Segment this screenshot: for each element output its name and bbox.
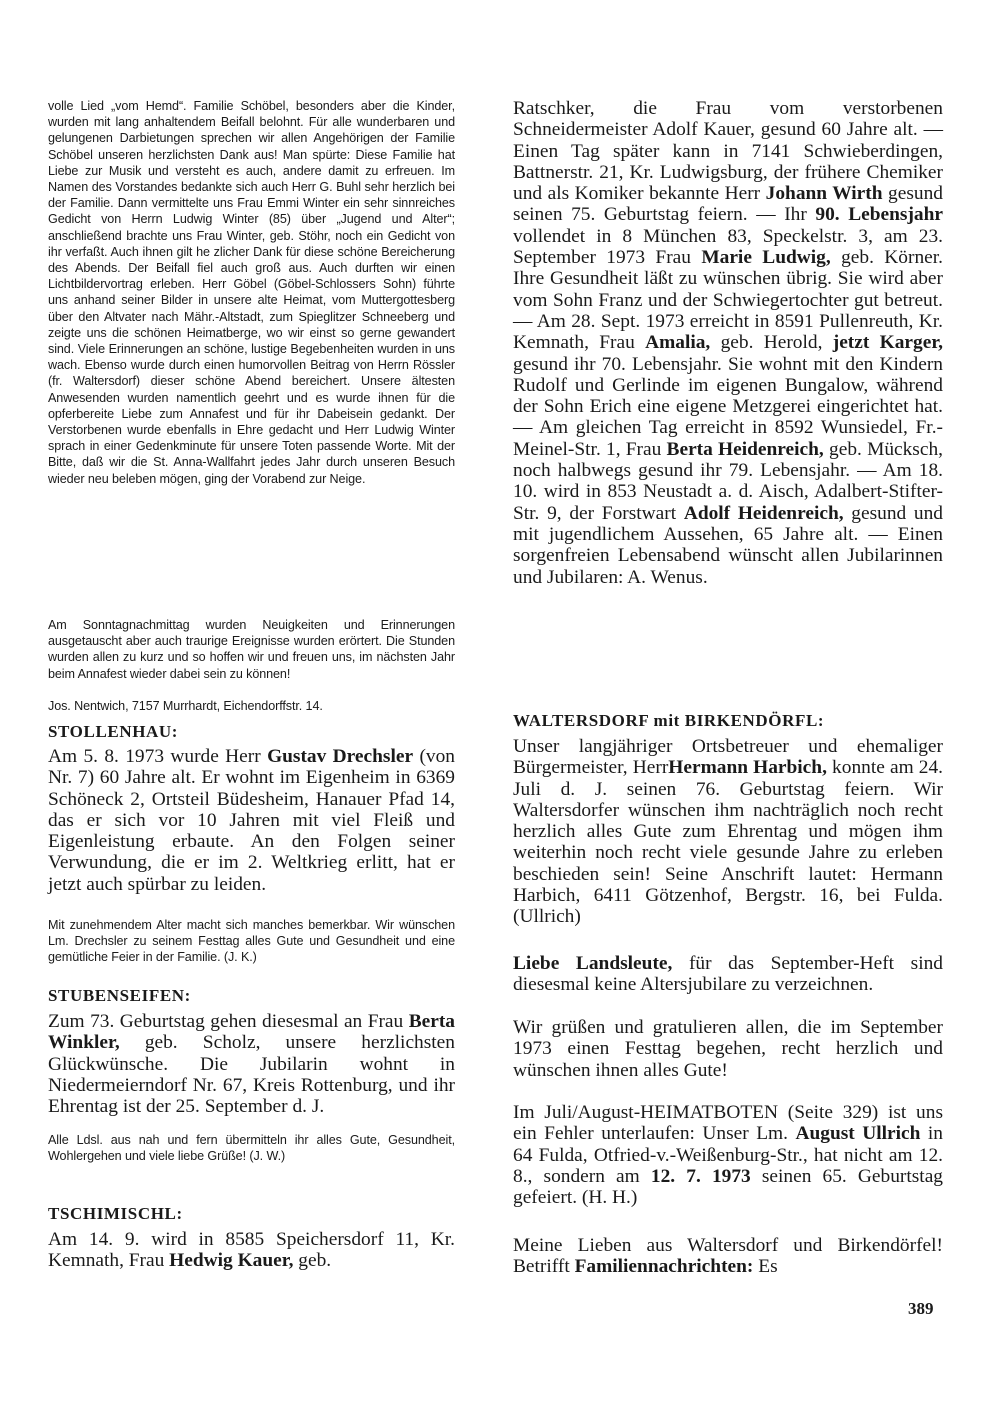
stubenseifen-paragraph: [48, 1011, 455, 1117]
person-name: Hermann Harbich,: [668, 757, 827, 779]
waltersdorf-paragraph: [513, 736, 943, 928]
person-name: Adolf Heidenreich,: [683, 502, 844, 524]
greetings-paragraph: Wir grüßen und gratulieren allen, die im September 1973 einen Festtag begehen, recht herzlich und wünschen ihnen alles Gute!: [513, 1017, 943, 1081]
section-heading-waltersdorf: WALTERSDORF mit BIRKENDÖRFL:: [513, 711, 825, 730]
text-run: geb.: [293, 1250, 332, 1272]
text-run: konnte am 24. Juli d. J. seinen 76. Geburtstag feiern. Wir Waltersdorfer wünschen ihm nachträglich noch recht herzlich alles Gute zum Ehrentag und mögen ihm weiterhin noch recht viele gesunde Jahre zu erleben beschieden sein! Seine Anschrift lautet: Hermann Harbich, 6411 Götzenhof, Bergstr. 16, bei Fulda. (Ullrich): [513, 757, 944, 928]
correction-paragraph: [513, 1102, 943, 1208]
stollenhau-note: Mit zunehmendem Alter macht sich manches bemerkbar. Wir wünschen Lm. Drechsler zu seinem Festtag alles Gute und Gesundheit und eine gemütliche Feier in der Familie. (J. K.): [48, 918, 455, 965]
person-name: Gustav Drechsler: [267, 746, 414, 767]
emphasis: 90. Lebensjahr: [815, 204, 944, 226]
section-heading-stubenseifen: STUBENSEIFEN:: [48, 986, 191, 1005]
page-number: 389: [908, 1299, 934, 1318]
text-run: geb. Herold,: [710, 332, 833, 354]
text-run: (von Nr. 7) 60 Jahre alt. Er wohnt im Eigenheim in 6369 Schöneck 2, Ortsteil Büdesheim, Hanauer Pfad 14, das er sich vor 10 Jahren mit viel Fleiß und Eigenleistung erbaute. An den Folgen seiner Verwundung, die er im 2. Weltkrieg erlitt, hat er jetzt auch spürbar zu leiden.: [48, 746, 455, 895]
person-name: jetzt Karger,: [832, 332, 943, 354]
section-heading-stollenhau: STOLLENHAU:: [48, 722, 179, 741]
person-name: Marie Ludwig,: [701, 247, 831, 269]
text-run: Am 5. 8. 1973 wurde Herr: [48, 746, 268, 767]
signature: Jos. Nentwich, 7157 Murrhardt, Eichendorffstr. 14.: [48, 699, 323, 713]
stubenseifen-note: Alle Ldsl. aus nah und fern übermitteln ihr alles Gute, Gesundheit, Wohlergehen und viele liebe Grüße! (J. W.): [48, 1133, 455, 1164]
person-name: Hedwig Kauer,: [169, 1250, 294, 1272]
closing-paragraph: [513, 1235, 943, 1278]
text-run: Ratschker, die Frau vom verstorbenen Schneidermeister Adolf Kauer, gesund 60 Jahre alt. — Einen Tag später kann in 7141 Schwieberdingen, Battnerstr. 21, Kr. Ludwigsburg, der frühere Chemiker und als Komiker bekannte Herr: [513, 98, 943, 205]
person-name: Berta Winkler,: [48, 1011, 455, 1054]
section-heading-tschimischl: TSCHIMISCHL:: [48, 1204, 183, 1223]
birthday-announcements-paragraph: [513, 98, 943, 588]
person-name: Amalia,: [645, 332, 711, 354]
landsleute-paragraph: [513, 953, 943, 996]
person-name: Johann Wirth: [765, 183, 883, 205]
text-run: vollendet in 8 München 83, Speckelstr. 3, am 23. September 1973 Frau: [513, 225, 943, 269]
emphasis: Liebe Landsleute,: [513, 953, 673, 974]
annafest-report-paragraph: volle Lied „vom Hemd“. Familie Schöbel, besonders aber die Kinder, wurden mit lang anhaltendem Beifall belohnt. Für alle wunderbaren und gelungenen Darbietungen sprechen wir allen Angehörigen der Familie Schöbel unseren herzlichsten Dank aus! Man spürte: Diese Familie hat Liebe zur Musik und versteht es auch, andere damit zu erfreuen. Im Namen des Vorstandes bedankte sich auch Herr G. Buhl sehr herzlich bei der Familie. Dann vermittelte uns Frau Emmi Winter ein sehr sinnreiches Gedicht von Herrn Ludwig Winter (85) über „Jugend und Alter“; anschließend brachte uns Frau Winter, geb. Stöhr, noch ein Gedicht von ihr verfaßt. Auch ihnen gilt he zlicher Dank für diese schöne Bereicherung des Abends. Der Beifall fiel auch groß aus. Auch durften wir einen Lichtbildervortrag erleben. Herr Göbel (Göbel-Schlossers Sohn) führte uns anhand seiner Bilder in unsere alte Heimat, vom Muttergottesberg über den Altvater nach Mähr.-Altstadt, zum Spieglitzer Schneeberg und zeigte uns die schönen Heimatberge, wo wir einst so gerne gewandert sind. Viele Erinnerungen an schöne, lustige Begebenheiten wurden in uns wach. Ebenso wurde durch einen humorvollen Beitrag von Herrn Rössler (fr. Waltersdorf) dieser schöne Abend bereichert. Unsere ältesten Anwesenden wurden namentlich geehrt und es wurde ihnen für die opferbereite Liebe zum Annafest und für ihr Dabeisein gedankt. Der Verstorbenen wurde ebenfalls in Ehre gedacht und Herr Ludwig Winter sprach in einer Gedenkminute für unsere Toten passende Worte. Mit der Bitte, daß wir die St. Anna-Wallfahrt jedes Jahr durch unseren Besuch wieder neu beleben mögen, ging der Vorabend zur Neige.: [48, 99, 455, 486]
text-run: gesund ihr 70. Lebensjahr. Sie wohnt mit den Kindern Rudolf und Gerlinde im eigenen Bungalow, während der Sohn Erich eine eigene Metzgerei eingerichtet hat. — Am gleichen Tag erreicht in 8592 Wunsiedel, Fr.-Meinel-Str. 1, Frau: [513, 353, 943, 460]
text-run: gesund und mit jugendlichem Aussehen, 65 Jahre alt. — Einen sorgenfreien Lebensabend wünscht allen Jubilarinnen und Jubilaren: A. Wenus.: [513, 502, 943, 588]
stollenhau-paragraph: [48, 746, 455, 895]
text-run: Unser langjähriger Ortsbetreuer und ehemaliger Bürgermeister, Herr: [513, 736, 943, 779]
person-name: August Ullrich: [795, 1123, 921, 1145]
text-run: gesund seinen 75. Geburtstag feiern. — Ihr: [513, 183, 943, 226]
date-emphasis: 12. 7. 1973: [650, 1165, 751, 1187]
text-run: geb. Scholz, unsere herzlichsten Glückwünsche. Die Jubilarin wohnt in Niedermeierndorf Nr. 67, Kreis Rottenburg, und ihr Ehrentag ist der 25. September d. J.: [48, 1032, 455, 1118]
tschimischl-paragraph: [48, 1229, 455, 1272]
text-run: für das September-Heft sind diesesmal keine Altersjubilare zu verzeichnen.: [513, 953, 943, 996]
text-run: geb. Körner. Ihre Gesundheit läßt zu wünschen übrig. Sie wird aber vom Sohn Franz und der Schwiegertochter gut betreut. — Am 28. Sept. 1973 erreicht in 8591 Pullenreuth, Kr. Kemnath, Frau: [513, 247, 943, 354]
text-run: seinen 65. Geburtstag gefeiert. (H. H.): [513, 1165, 944, 1209]
text-run: Es: [753, 1256, 778, 1278]
text-run: Am 14. 9. wird in 8585 Speichersdorf 11, Kr. Kemnath, Frau: [48, 1229, 455, 1272]
text-run: Im Juli/August-HEIMATBOTEN (Seite 329) ist uns ein Fehler unterlaufen: Unser Lm.: [513, 1102, 943, 1145]
person-name: Berta Heidenreich,: [666, 438, 824, 460]
text-run: geb. Mücksch, noch halbwegs gesund ihr 79. Lebensjahr. — Am 18. 10. wird in 853 Neustadt a. d. Aisch, Adalbert-Stifter-Str. 9, der Forstwart: [513, 438, 944, 524]
text-run: Meine Lieben aus Waltersdorf und Birkendörfel! Betrifft: [513, 1235, 943, 1278]
text-run: in 64 Fulda, Otfried-v.-Weißenburg-Str., hat nicht am 12. 8., sondern am: [513, 1123, 944, 1187]
text-run: Zum 73. Geburtstag gehen diesesmal an Frau: [48, 1011, 409, 1032]
sunday-paragraph: Am Sonntagnachmittag wurden Neuigkeiten und Erinnerungen ausgetauscht aber auch traurige Ereignisse wurden erörtert. Die Stunden wurden allen zu kurz und so hoffen wir und freuen uns, im nächsten Jahr beim Annafest wieder dabei sein zu können!: [48, 618, 455, 681]
emphasis: Familiennachrichten:: [574, 1256, 754, 1278]
